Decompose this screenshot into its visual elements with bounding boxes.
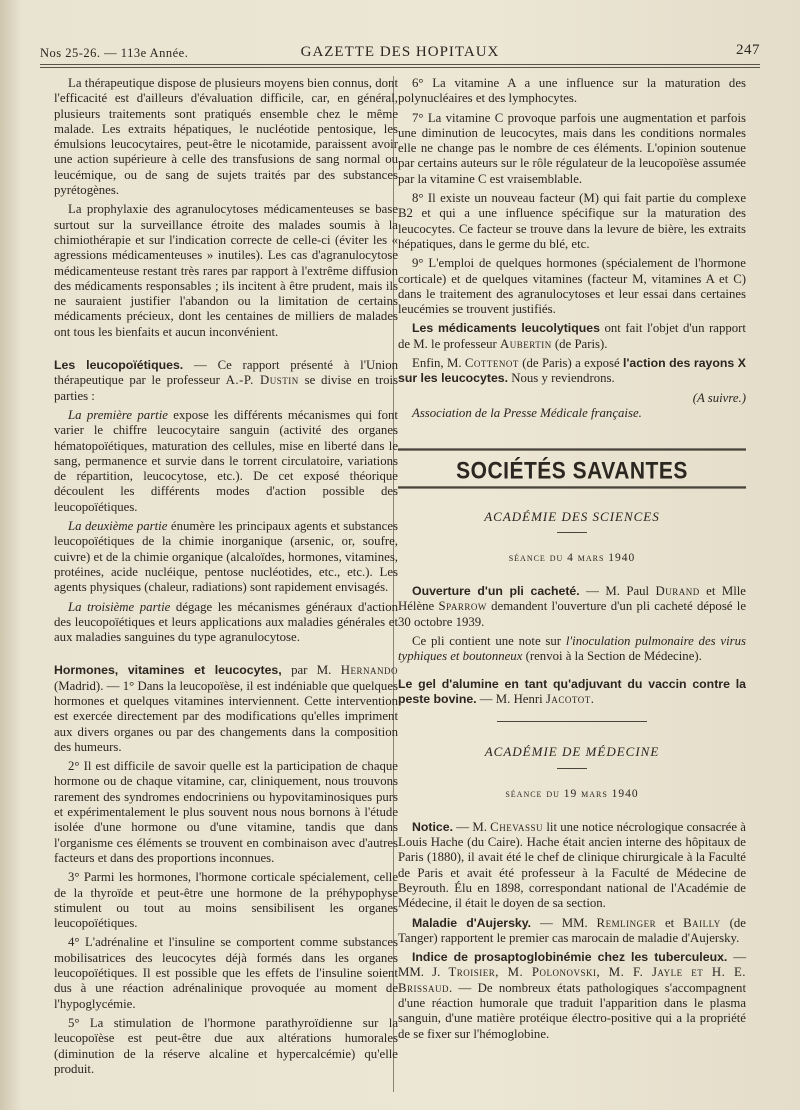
divider [557, 532, 587, 533]
section-heading: l'action des rayons X sur les leucocytes. [398, 356, 746, 386]
paragraph: Le gel d'alumine en tant qu'adjuvant du vaccin contre la peste bovine. — M. Henri Jacotot. [398, 676, 746, 706]
paragraph: Ce pli contient une note sur l'inoculation pulmonaire des virus typhiques et boutonneux (renvoi à la Section de Médecine). [398, 634, 746, 664]
paragraph: Indice de prosaptoglobinémie chez les tuberculeux. — MM. J. Troisier, M. Polonovski, M. F. Jayle et H. E. Brissaud. — De nombreux états pathologiques s'accompagnent d'une réaction humorale que traduit l'apparition dans le plasma sanguin, d'une matière protéique électro-positive qui a la propriété de se fixer sur l'hémoglobine. [398, 950, 747, 1041]
paragraph: Notice. — M. Chevassu lit une notice nécrologique consacrée à Louis Hache (du Caire). Hache était ancien interne des hôpitaux de Paris (1880), il avait été le chef de clinique chirurgicale à la Faculté de Paris et avait été professeur à la Faculté de Médecine de Beyrouth. Élu en 1898, correspondant national de l'Académie de Médecine, il était le doyen de sa section. [398, 819, 746, 911]
divider [557, 768, 587, 769]
paragraph: La prophylaxie des agranulocytoses médicamenteuses se base surtout sur la surveillance étroite des malades soumis à la chimiothérapie et sur l'indication correcte de celle-ci (éviter les « agressions médicamenteuses » inutiles). Les cas d'agranulocytose médicamenteuse restant très rares par rapport à l'extrême diffusion des médicaments responsables ; ils incitent à être prudent, mais ils ne sauraient justifier l'abandon ou la limitation de certains médicaments précieux, dont les centaines de milliers de malades ont tous les bienfaits et aucun inconvénient. [54, 202, 398, 339]
paragraph: 8° Il existe un nouveau facteur (M) qui fait partie du complexe B2 et qui a une influence spécifique sur la maturation des leucocytes. Ce facteur se trouve dans la levure de bière, les extraits hépatiques, dans le germe du blé, etc. [398, 191, 746, 251]
to-be-continued: (A suivre.) [692, 390, 746, 405]
author-name: Durand [655, 584, 700, 599]
item-heading: Indice de prosaptoglobinémie chez les tuberculeux. [412, 950, 728, 965]
author-name: Troisier, M. Polonovski, M. F. Jayle et H. E. Brissaud [398, 965, 746, 995]
right-column [398, 76, 746, 1046]
association-credit: Association de la Presse Médicale française. [412, 405, 642, 420]
paragraph: 5° La stimulation de l'hormone parathyroïdienne sur la leucopoïèse est peut-être due aux altérations humorales (diminution de la réserve alcaline et hypercalcémie) qu'elle produit. [54, 1015, 398, 1076]
author-name: Hernando [340, 663, 398, 678]
author-name: Bailly [683, 915, 721, 930]
author-name: Sparrow [438, 599, 487, 614]
item-heading: Notice. [412, 819, 453, 834]
section-heading: Hormones, vitamines et leucocytes, [54, 663, 282, 678]
section-heading: Les médicaments leucolytiques [412, 321, 600, 336]
academy-title: ACADÉMIE DE MÉDECINE [484, 744, 660, 760]
journal-title: GAZETTE DES HOPITAUX [300, 44, 500, 60]
author-name: Cottenot [464, 356, 519, 371]
divider [497, 721, 647, 722]
author-name: Chevassu [490, 819, 544, 834]
paragraph: 2° Il est difficile de savoir quelle est la participation de chaque hormone ou de chaque vitamine, car, cliniquement, nous trouvons rarement des syndromes endocriniens ou hypovitaminosiques purs et expérimentalement le plus souvent nous nous bornons à l'étude isolée d'une hormone ou d'une vitamine, tandis que dans l'organisme ces éléments se trouvent en combinaison avec d'autres facteurs et dans des proportions inconnues. [54, 759, 398, 865]
header-rule-2 [40, 67, 760, 68]
section-banner: SOCIÉTÉS SAVANTES [398, 449, 746, 490]
page-header [40, 42, 760, 64]
paragraph: 6° La vitamine A a une influence sur la maturation des polynucléaires et des lymphocytes. [398, 76, 746, 106]
paragraph-hormones: Hormones, vitamines et leucocytes, par M. Hernando (Madrid). — 1° Dans la leucopoïèse, il est indéniable que quelques hormones et quelques vitamines interviennent. Cette intervention est exercée directement par des modifications qu'elles impriment aux divers organes ou par des changements dans la composition des humeurs. [54, 663, 398, 754]
session-date: séance du 4 mars 1940 [508, 551, 636, 564]
paragraph: La thérapeutique dispose de plusieurs moyens bien connus, dont l'efficacité est d'ailleurs d'évaluation difficile, car, en général, plusieurs traitements sont pratiqués ensemble chez le même malade. Les extraits hépatiques, le nucléotide pentosique, les émulsions leucocytaires, peut-être le nicotamide, paraissent avoir une action supérieure à celle des transfusions de sang normal ou leucémique, ou de sang de sujets traités par des substances pyrétogènes. [54, 76, 398, 198]
paragraph: Ouverture d'un pli cacheté. — M. Paul Durand et Mlle Hélène Sparrow demandent l'ouverture d'un pli cacheté déposé le 30 octobre 1939. [398, 584, 746, 629]
paragraph: 7° La vitamine C provoque parfois une augmentation et parfois une diminution de leucocytes, mais dans les conditions normales elle ne change pas le nombre de ces éléments. L'opinion soutenue par certains auteurs sur le rôle régulateur de la leucopoïèse assumée par la vitamine C est vraisemblable. [398, 110, 746, 186]
author-name: Aubertin [500, 336, 552, 351]
header-rule [40, 64, 760, 65]
academy-title: ACADÉMIE DES SCIENCES [484, 508, 660, 524]
paragraph: 3° Parmi les hormones, l'hormone corticale spécialement, celle de la thyroïde et peut-être une hormone de la préhypophyse stimulent ou tout au moins sensibilisent les organes leucopoïétiques. [54, 870, 398, 931]
paragraph: La troisième partie dégage les mécanismes généraux d'action des leucopoïétiques et leurs applications aux maladies générales et aux maladies sanguines du type agranulocytose. [54, 599, 398, 645]
paragraph: 9° L'emploi de quelques hormones (spécialement de l'hormone corticale) et de quelques vitamines (facteur M, vitamines A et C) dans le traitement des agranulocytoses et leur essai dans certaines leucémies se trouvent justifiés. [398, 256, 746, 317]
item-heading: Maladie d'Aujersky. [412, 915, 532, 930]
page-number: 247 [736, 42, 760, 58]
paragraph: La première partie expose les différents mécanismes qui font varier le chiffre leucocytaire sanguin (activité des organes hématopoïétiques, maturation des cellules, mise en liberté dans le sang, permanence et survie dans le torrent circulatoire, variations de répartition, leucocytose, etc.). De cet exposé théorique découlent les différents modes d'action possible des leucopoïétiques. [54, 407, 398, 514]
section-heading: Les leucopoïétiques. [54, 358, 184, 373]
author-name: A.-P. Dustin [225, 373, 299, 388]
paragraph: Enfin, M. Cottenot (de Paris) a exposé l'action des rayons X sur les leucocytes. Nous y reviendrons. [398, 356, 746, 386]
paragraph: Maladie d'Aujersky. — MM. Remlinger et Bailly (de Tanger) rapportent le premier cas marocain de maladie d'Aujersky. [398, 915, 746, 945]
session-date: séance du 19 mars 1940 [505, 787, 639, 800]
paragraph: La deuxième partie énumère les principaux agents et substances leucopoïétiques de la chimie inorganique (arsenic, or, soufre, cuivre) et de la chimie organique (alcaloïdes, hormones, vitamines, protéines, acide nucléique, pentose nucléotides, etc., etc.). Les agents physiques (chaleur, radiations) sont rapidement envisagés. [54, 519, 398, 595]
left-column [54, 76, 398, 1081]
item-heading: Le gel d'alumine en tant qu'adjuvant du vaccin contre la peste bovine. [398, 676, 746, 706]
author-name: Jacotot [545, 691, 591, 706]
item-heading: Ouverture d'un pli cacheté. [412, 584, 580, 599]
issue-number: Nos 25-26. — 113e Année. [40, 46, 189, 60]
paragraph: Les médicaments leucolytiques ont fait l'objet d'un rapport de M. le professeur Aubertin (de Paris). [398, 321, 746, 351]
paragraph: 4° L'adrénaline et l'insuline se comportent comme substances mobilisatrices des leucocytes déjà formés dans les organes leucopoïétiques. Il est possible que les effets de l'insuline soient dus à une réaction adrénalinique provoquée au moment de l'hypoglycémie. [54, 935, 398, 1011]
author-name: Remlinger [596, 915, 657, 930]
paragraph-leucopoietiques: Les leucopoïétiques. — Ce rapport présenté à l'Union thérapeutique par le professeur A.-P. Dustin se divise en trois parties : [54, 358, 399, 403]
